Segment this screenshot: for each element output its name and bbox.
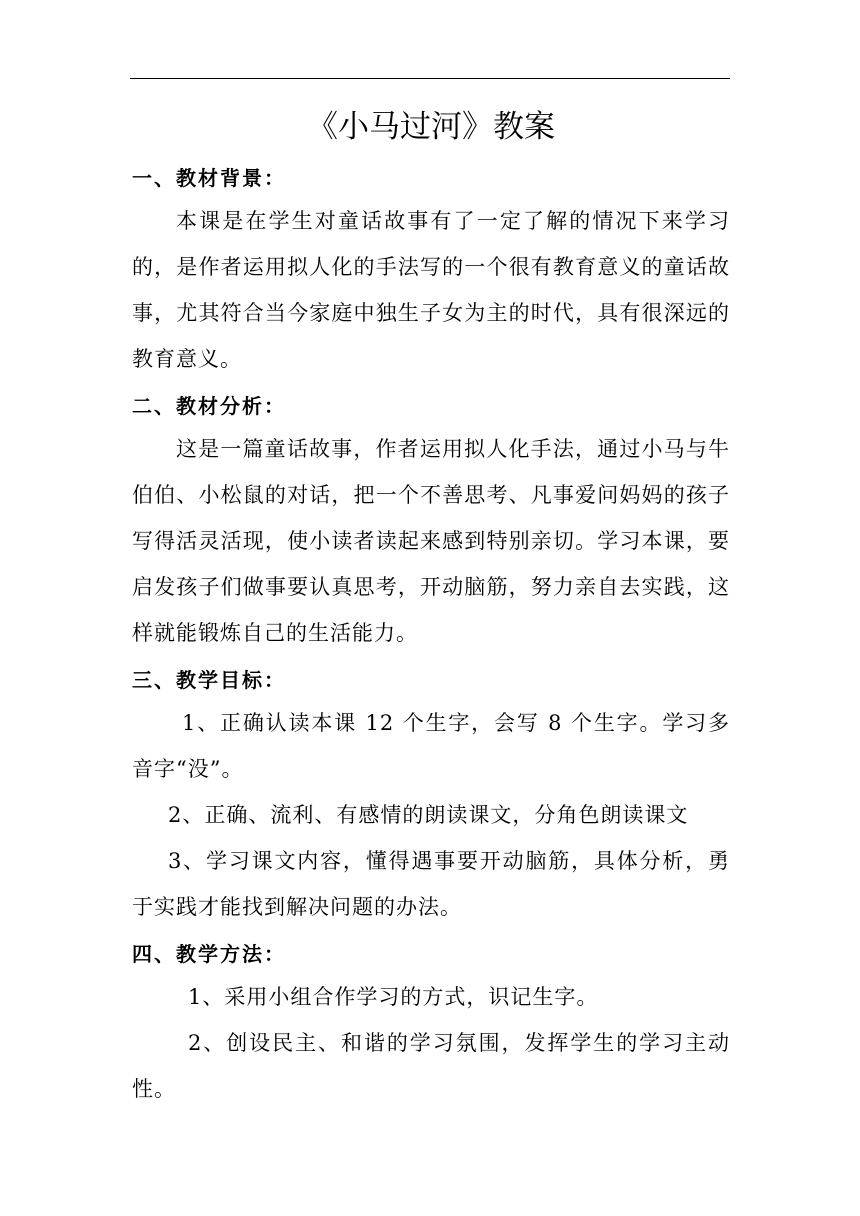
objective-item-1: 1、正确认读本课 12 个生字，会写 8 个生字。学习多音字“没”。	[132, 711, 730, 781]
document-content	[132, 100, 730, 1112]
objective-item-2: 2、正确、流利、有感情的朗读课文，分角色朗读课文	[168, 803, 689, 827]
section-heading-background: 一、教材背景：	[132, 166, 286, 190]
header-rule	[130, 78, 730, 79]
section-paragraph-background: 本课是在学生对童话故事有了一定了解的情况下来学习的，是作者运用拟人化的手法写的一个很有教育意义的童话故事，尤其符合当今家庭中独生子女为主的时代，具有很深远的教育意义。	[132, 209, 730, 371]
section-heading-methods: 四、教学方法：	[132, 942, 286, 966]
method-item-1: 1、采用小组合作学习的方式，识记生字。	[188, 985, 599, 1009]
section-heading-analysis: 二、教材分析：	[132, 394, 286, 418]
section-objectives	[132, 660, 730, 930]
method-item-2: 2、创设民主、和谐的学习氛围，发挥学生的学习主动性。	[132, 1031, 730, 1101]
section-paragraph-analysis: 这是一篇童话故事，作者运用拟人化手法，通过小马与牛伯伯、小松鼠的对话，把一个不善思考、凡事爱问妈妈的孩子写得活灵活现，使小读者读起来感到特别亲切。学习本课，要启发孩子们做事要认真思考，开动脑筋，努力亲自去实践，这样就能锻炼自己的生活能力。	[132, 437, 730, 645]
section-heading-objectives: 三、教学目标：	[132, 668, 286, 692]
objective-item-3: 3、学习课文内容，懂得遇事要开动脑筋，具体分析，勇于实践才能找到解决问题的办法。	[132, 849, 730, 919]
section-methods	[132, 934, 730, 1112]
section-analysis	[132, 386, 730, 656]
section-background	[132, 158, 730, 382]
document-title: 《小马过河》教案	[307, 109, 555, 145]
